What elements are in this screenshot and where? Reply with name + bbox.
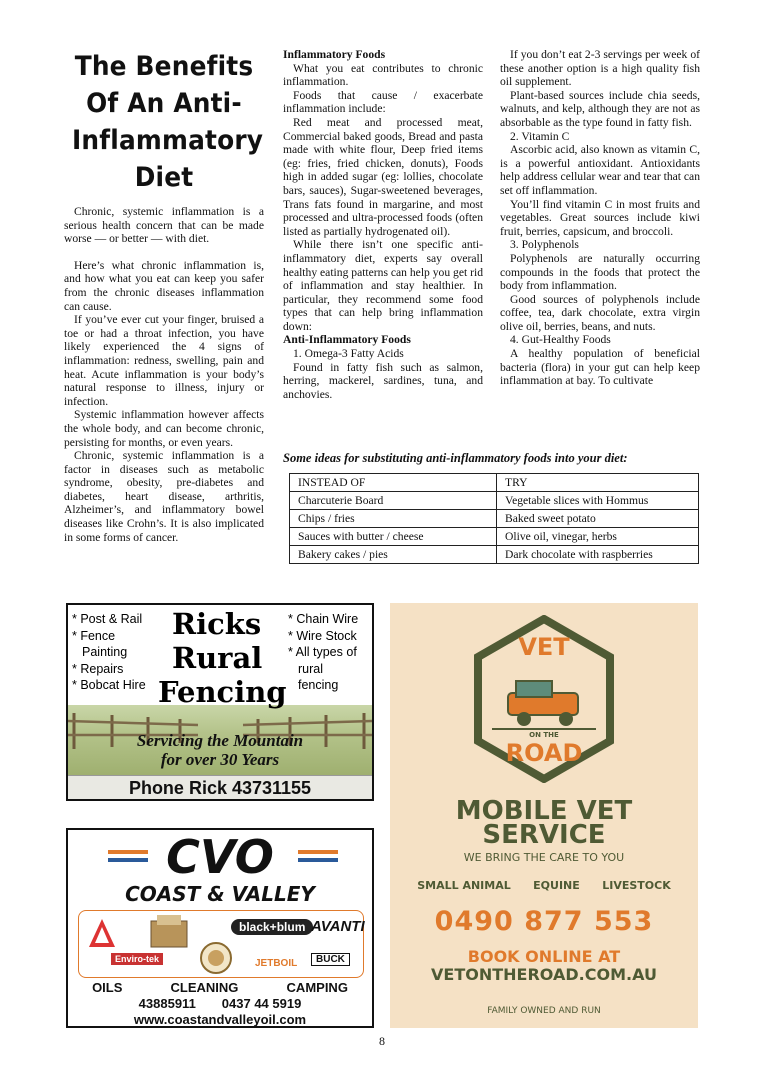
- brand-logo: Enviro-tek: [111, 953, 163, 965]
- service-item: * Wire Stock: [288, 628, 357, 643]
- paragraph: Ascorbic acid, also known as vitamin C, is a powerful antioxidant. Antioxidants help address cellular wear and tear that can set off inflammation.: [500, 143, 700, 197]
- slogan-line: for over 30 Years: [160, 750, 280, 769]
- paragraph: Plant-based sources include chia seeds, walnuts, and kelp, although they are not as absorbable as the type found in fatty fish.: [500, 88, 700, 129]
- phone-number: 0490 877 553: [434, 906, 654, 937]
- paragraph: You’ll find vitamin C in most fruits and vegetables. Great sources include kiwi fruit, berries, capsicum, and broccoli.: [500, 197, 700, 238]
- service-item: rural: [298, 661, 324, 676]
- paragraph: Chronic, systemic inflammation is a factor in diseases such as metabolic syndrome, obesity, pre-diabetes and diabetes, heart disease, arthritis, Alzheimer’s, and inflammatory bowel diseases like Crohn’s. It is also implicated in some forms of cancer.: [64, 449, 264, 544]
- service-item: * Bobcat Hire: [72, 678, 146, 692]
- brand-logos-panel: [78, 910, 364, 978]
- brand-logo: AVANTI: [311, 918, 365, 935]
- table-cell: Charcuterie Board: [290, 492, 497, 510]
- footer-text: FAMILY OWNED AND RUN: [487, 1006, 601, 1016]
- paragraph: Found in fatty fish such as salmon, herring, mackerel, sardines, tuna, and anchovies.: [283, 360, 483, 401]
- paragraph: 2. Vitamin C: [510, 129, 570, 143]
- phone-row: [68, 996, 372, 1011]
- business-name-line: Fencing: [158, 675, 287, 709]
- slogan-line: Servicing the Mountain: [136, 731, 304, 750]
- seal-logo-icon: [199, 941, 233, 975]
- title-line: Diet: [134, 162, 194, 193]
- business-name-line: Ricks: [172, 607, 262, 641]
- table-cell: Chips / fries: [290, 510, 497, 528]
- paragraph: Polyphenols are naturally occurring compounds in the foods that protect the body from inflammation.: [500, 251, 700, 293]
- article-title: [72, 48, 264, 196]
- service-label: SMALL ANIMAL: [417, 879, 511, 892]
- service-item: Painting: [82, 645, 128, 659]
- paragraph: A healthy population of beneficial bacteria (flora) in your gut can help keep inflammation at bay. To cultivate: [500, 347, 700, 388]
- title-line: Inflammatory: [72, 125, 264, 156]
- table-cell: Bakery cakes / pies: [290, 546, 497, 564]
- badge-top-text: VET: [518, 633, 570, 661]
- paragraph: What you eat contributes to chronic inflammation.: [283, 61, 483, 89]
- brand-logo: black+blum: [231, 919, 313, 935]
- services-list-left: [72, 611, 146, 694]
- paragraph: Systemic inflammation however affects the whole body, and can become chronic, persisting for months, or even years.: [64, 408, 264, 449]
- service-item: * Fence: [72, 628, 116, 643]
- table-cell: Dark chocolate with raspberries: [497, 546, 699, 564]
- service-label: OILS: [92, 980, 123, 995]
- badge-middle-text: ON THE: [529, 731, 559, 739]
- page-number: 8: [379, 1034, 385, 1048]
- table-row: [290, 528, 699, 546]
- paragraph: Red meat and processed meat, Commercial baked goods, Bread and pasta made with white flour, Deep fried items (eg: fries, fried chicken, donuts), Foods high in added sugar (eg: lollies, chocolate bars, sauces), Sugar-sweetened beverages, Trans fats found in margarine, and most processed and ultra-processed foods (often listed as partially hydrogenated oil).: [283, 115, 483, 238]
- services-list-right: [288, 611, 358, 694]
- service-label: EQUINE: [533, 879, 580, 892]
- website-link[interactable]: www.coastandvalleyoil.com: [133, 1012, 307, 1027]
- vet-on-the-road-ad: [390, 603, 698, 1028]
- service-label: LIVESTOCK: [602, 879, 671, 892]
- service-item: * Repairs: [72, 661, 124, 676]
- service-item: fencing: [298, 678, 339, 692]
- article-column-1: [64, 205, 264, 544]
- column-header: INSTEAD OF: [290, 474, 497, 492]
- service-item: * Post & Rail: [72, 612, 143, 626]
- paragraph: 3. Polyphenols: [510, 238, 579, 252]
- table-cell: Olive oil, vinegar, herbs: [497, 528, 699, 546]
- wood-crate-logo-icon: [149, 915, 189, 949]
- acme-logo-icon: [87, 917, 117, 949]
- paragraph: While there isn’t one specific anti-inflammatory diet, experts say overall healthy eating patterns can help you get rid of inflammation and stay healthier. In particular, they recommend some food types that can help bring inflammation down:: [283, 238, 483, 333]
- brand-logo: BUCK: [311, 953, 350, 966]
- service-item: * All types of: [288, 645, 357, 659]
- title-line: Of An Anti-: [86, 88, 242, 119]
- paragraph: 4. Gut-Healthy Foods: [510, 333, 611, 347]
- booking-line: BOOK ONLINE AT: [467, 947, 621, 966]
- phone-number: Phone Rick 43731155: [68, 775, 372, 800]
- cvo-logo: CVO: [166, 830, 274, 884]
- company-name: COAST & VALLEY: [125, 882, 315, 906]
- coast-valley-ad: [66, 828, 374, 1028]
- section-heading: Inflammatory Foods: [283, 48, 386, 61]
- table-row: [290, 510, 699, 528]
- paragraph: Good sources of polyphenols include coffee, tea, dark chocolate, extra virgin olive oil, berries, beans, and nuts.: [500, 292, 700, 333]
- tagline: WE BRING THE CARE TO YOU: [463, 851, 625, 864]
- table-caption: Some ideas for substituting anti-inflammatory foods into your diet:: [283, 451, 628, 465]
- column-header: TRY: [497, 474, 699, 492]
- article-column-2: [283, 48, 483, 401]
- website-link[interactable]: VETONTHEROAD.COM.AU: [431, 965, 657, 984]
- article-column-3: [500, 48, 700, 388]
- paragraph: Here’s what chronic inflammation is, and how what you eat can keep you safer from the chronic diseases inflammation can cause.: [64, 258, 264, 313]
- services-row: [68, 980, 372, 995]
- section-heading: Anti-Inflammatory Foods: [283, 333, 411, 347]
- title-line: The Benefits: [74, 51, 254, 82]
- paragraph: Chronic, systemic inflammation is a serious health concern that can be made worse — or better — with diet.: [64, 205, 264, 246]
- phone-number: 43885911: [138, 996, 196, 1011]
- service-title-line: MOBILE VET: [455, 796, 633, 826]
- service-label: CAMPING: [286, 980, 348, 995]
- business-name-line: Rural: [172, 641, 263, 675]
- paragraph: If you don’t eat 2-3 servings per week of these another option is a high quality fish oil supplement.: [500, 48, 700, 89]
- table-header-row: [290, 474, 699, 492]
- service-label: CLEANING: [170, 980, 239, 995]
- service-title-line: SERVICE: [482, 820, 606, 850]
- table-row: [290, 492, 699, 510]
- substitution-table: [289, 473, 699, 564]
- table-cell: Vegetable slices with Hommus: [497, 492, 699, 510]
- paragraph: 1. Omega-3 Fatty Acids: [293, 347, 404, 361]
- table-row: [290, 546, 699, 564]
- ricks-rural-fencing-ad: [66, 603, 374, 801]
- services-row: [390, 879, 698, 892]
- badge-bottom-text: ROAD: [505, 739, 583, 767]
- paragraph: If you’ve ever cut your finger, bruised a toe or had a throat infection, you have likely experienced the 4 signs of inflammation: redness, swelling, pain and heat. Acute inflammation is your body’s natural response to illness, injury or infection.: [64, 313, 264, 408]
- service-item: * Chain Wire: [288, 612, 359, 626]
- phone-number: 0437 44 5919: [221, 996, 302, 1011]
- paragraph: Foods that cause / exacerbate inflammation include:: [283, 88, 483, 116]
- brand-logo: JETBOIL: [255, 958, 298, 969]
- slogan: [68, 731, 372, 769]
- table-cell: Sauces with butter / cheese: [290, 528, 497, 546]
- table-cell: Baked sweet potato: [497, 510, 699, 528]
